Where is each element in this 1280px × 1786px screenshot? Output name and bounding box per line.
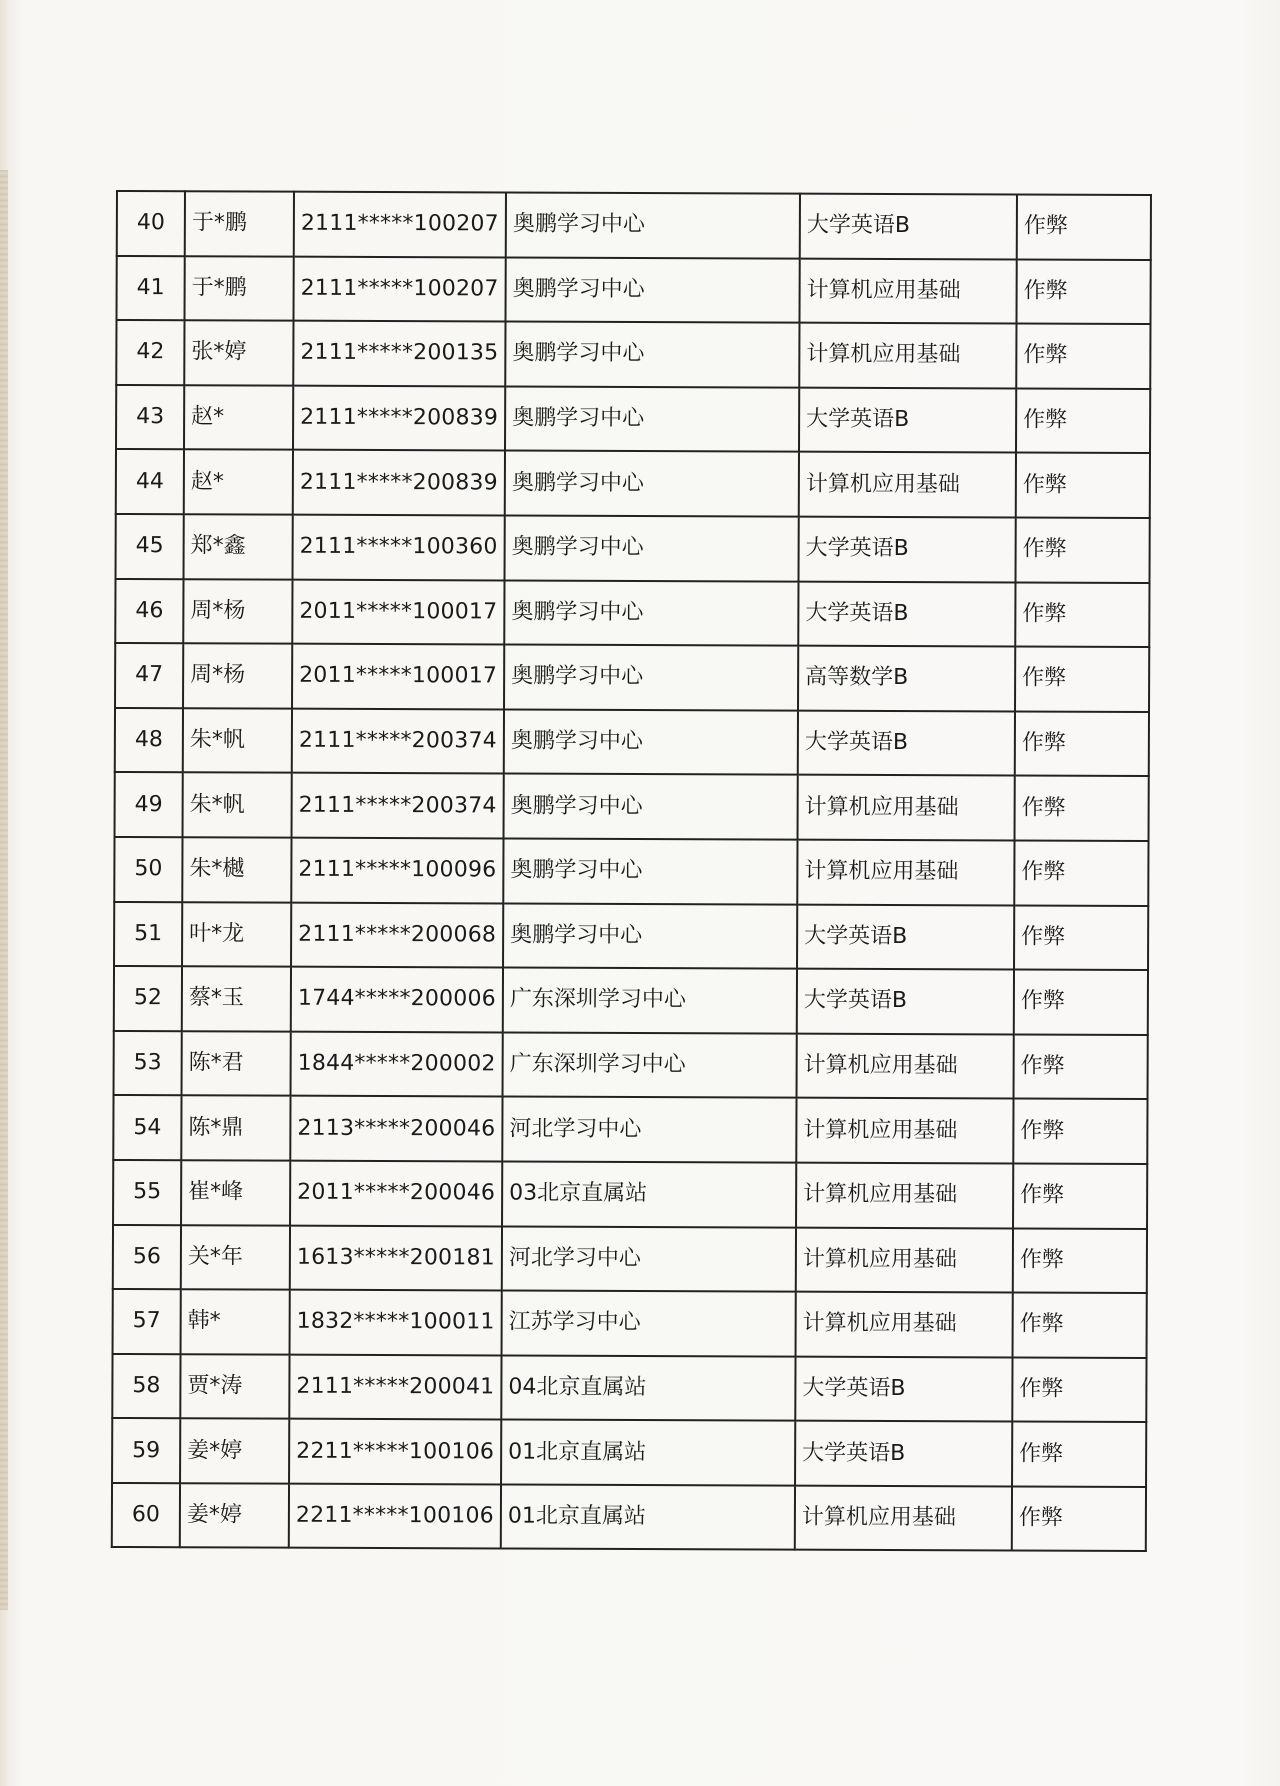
course-cell: 大学英语B — [800, 194, 1017, 259]
name-cell: 贾*涛 — [180, 1354, 289, 1419]
row-number-cell: 51 — [114, 902, 182, 967]
table-row — [115, 643, 1149, 712]
table-row — [113, 1160, 1147, 1229]
student-id-cell: 2111*****100360 — [293, 515, 505, 580]
student-id-cell: 2211*****100106 — [289, 1484, 501, 1549]
violation-cell: 作弊 — [1017, 194, 1151, 259]
violation-cell: 作弊 — [1015, 711, 1149, 776]
course-cell: 大学英语B — [795, 1356, 1012, 1421]
row-number-cell: 45 — [116, 514, 184, 579]
course-cell: 计算机应用基础 — [796, 1163, 1013, 1228]
learning-center-cell: 03北京直属站 — [502, 1161, 796, 1227]
name-cell: 郑*鑫 — [184, 514, 293, 579]
learning-center-cell: 奥鹏学习中心 — [505, 451, 799, 517]
course-cell: 计算机应用基础 — [796, 1292, 1013, 1357]
violation-cell: 作弊 — [1016, 453, 1150, 518]
table-row — [114, 1031, 1148, 1100]
course-cell: 大学英语B — [799, 517, 1016, 582]
violation-cell: 作弊 — [1015, 582, 1149, 647]
course-cell: 计算机应用基础 — [799, 452, 1016, 517]
course-cell: 大学英语B — [798, 710, 1015, 775]
learning-center-cell: 广东深圳学习中心 — [503, 1032, 797, 1098]
student-id-cell: 1832*****100011 — [290, 1290, 502, 1355]
violation-cell: 作弊 — [1012, 1486, 1146, 1551]
violation-cell: 作弊 — [1012, 1357, 1146, 1422]
violation-cell: 作弊 — [1012, 1422, 1146, 1487]
table-row — [113, 1289, 1147, 1358]
table-row — [113, 1224, 1147, 1293]
name-cell: 崔*峰 — [181, 1160, 290, 1225]
violation-cell: 作弊 — [1014, 905, 1148, 970]
violation-cell: 作弊 — [1013, 1163, 1147, 1228]
student-id-cell: 2111*****100207 — [293, 256, 505, 321]
table-row — [114, 966, 1148, 1035]
learning-center-cell: 河北学习中心 — [502, 1097, 796, 1163]
course-cell: 计算机应用基础 — [799, 323, 1016, 388]
violation-cell: 作弊 — [1016, 517, 1150, 582]
row-number-cell: 43 — [116, 385, 184, 450]
student-id-cell: 2111*****100207 — [294, 192, 506, 257]
table-row — [117, 256, 1151, 325]
violation-cell: 作弊 — [1013, 1228, 1147, 1293]
table-row — [116, 449, 1150, 518]
student-id-cell: 2111*****200041 — [289, 1354, 501, 1419]
row-number-cell: 49 — [115, 772, 183, 837]
learning-center-cell: 奥鹏学习中心 — [505, 322, 799, 388]
course-cell: 计算机应用基础 — [796, 1227, 1013, 1292]
paper-edge — [0, 170, 8, 1610]
course-cell: 计算机应用基础 — [798, 775, 1015, 840]
student-id-cell: 2113*****200046 — [290, 1096, 502, 1161]
student-id-cell: 2111*****200839 — [293, 450, 505, 515]
violation-cell: 作弊 — [1014, 970, 1148, 1035]
course-cell: 大学英语B — [797, 904, 1014, 969]
row-number-cell: 60 — [112, 1483, 180, 1548]
learning-center-cell: 奥鹏学习中心 — [504, 709, 798, 775]
table-row — [117, 191, 1151, 260]
violation-cell: 作弊 — [1014, 1034, 1148, 1099]
name-cell: 于*鹏 — [184, 256, 293, 321]
row-number-cell: 48 — [115, 708, 183, 773]
violation-cell: 作弊 — [1014, 840, 1148, 905]
student-id-cell: 2111*****200374 — [292, 773, 504, 838]
learning-center-cell: 01北京直属站 — [501, 1484, 795, 1550]
learning-center-cell: 01北京直属站 — [501, 1420, 795, 1486]
course-cell: 计算机应用基础 — [797, 840, 1014, 905]
name-cell: 周*杨 — [183, 643, 292, 708]
course-cell: 计算机应用基础 — [795, 1485, 1012, 1550]
course-cell: 计算机应用基础 — [796, 1098, 1013, 1163]
violation-cell: 作弊 — [1013, 1293, 1147, 1358]
learning-center-cell: 奥鹏学习中心 — [504, 774, 798, 840]
table-row — [113, 1095, 1147, 1164]
student-id-cell: 2011*****100017 — [292, 579, 504, 644]
course-cell: 大学英语B — [799, 387, 1016, 452]
table-row — [112, 1354, 1146, 1423]
table-row — [116, 320, 1150, 389]
student-id-cell: 2111*****200374 — [292, 708, 504, 773]
student-id-cell: 1613*****200181 — [290, 1225, 502, 1290]
table-row — [116, 514, 1150, 583]
student-id-cell: 2111*****200135 — [293, 321, 505, 386]
violation-cell: 作弊 — [1016, 259, 1150, 324]
table-row — [114, 902, 1148, 971]
course-cell: 计算机应用基础 — [799, 258, 1016, 323]
name-cell: 叶*龙 — [182, 902, 291, 967]
row-number-cell: 47 — [115, 643, 183, 708]
name-cell: 朱*帆 — [183, 708, 292, 773]
row-number-cell: 50 — [114, 837, 182, 902]
name-cell: 赵* — [184, 450, 293, 515]
table-row — [115, 708, 1149, 777]
learning-center-cell: 04北京直属站 — [501, 1355, 795, 1421]
records-sheet — [111, 190, 1112, 1614]
name-cell: 朱*樾 — [182, 837, 291, 902]
learning-center-cell: 河北学习中心 — [502, 1226, 796, 1292]
name-cell: 朱*帆 — [183, 773, 292, 838]
violation-cell: 作弊 — [1015, 776, 1149, 841]
row-number-cell: 44 — [116, 449, 184, 514]
student-id-cell: 1744*****200006 — [291, 967, 503, 1032]
table-row — [115, 579, 1149, 648]
name-cell: 张*婷 — [184, 320, 293, 385]
row-number-cell: 55 — [113, 1160, 181, 1225]
course-cell: 大学英语B — [798, 581, 1015, 646]
learning-center-cell: 奥鹏学习中心 — [503, 903, 797, 969]
learning-center-cell: 奥鹏学习中心 — [504, 580, 798, 646]
course-cell: 高等数学B — [798, 646, 1015, 711]
records-table — [111, 190, 1152, 1552]
table-row — [112, 1418, 1146, 1487]
learning-center-cell: 奥鹏学习中心 — [505, 386, 799, 452]
student-id-cell: 2111*****200839 — [293, 385, 505, 450]
violation-cell: 作弊 — [1015, 647, 1149, 712]
row-number-cell: 58 — [112, 1354, 180, 1419]
course-cell: 大学英语B — [795, 1421, 1012, 1486]
row-number-cell: 56 — [113, 1224, 181, 1289]
student-id-cell: 2211*****100106 — [289, 1419, 501, 1484]
course-cell: 计算机应用基础 — [797, 1033, 1014, 1098]
learning-center-cell: 奥鹏学习中心 — [506, 192, 800, 258]
learning-center-cell: 奥鹏学习中心 — [505, 515, 799, 581]
row-number-cell: 57 — [113, 1289, 181, 1354]
violation-cell: 作弊 — [1016, 324, 1150, 389]
table-row — [115, 772, 1149, 841]
course-cell: 大学英语B — [797, 969, 1014, 1034]
student-id-cell: 2011*****200046 — [290, 1161, 502, 1226]
student-id-cell: 1844*****200002 — [291, 1031, 503, 1096]
learning-center-cell: 广东深圳学习中心 — [503, 968, 797, 1034]
row-number-cell: 41 — [117, 256, 185, 321]
learning-center-cell: 奥鹏学习中心 — [505, 257, 799, 323]
learning-center-cell: 奥鹏学习中心 — [504, 645, 798, 711]
learning-center-cell: 奥鹏学习中心 — [503, 838, 797, 904]
row-number-cell: 46 — [115, 579, 183, 644]
violation-cell: 作弊 — [1013, 1099, 1147, 1164]
row-number-cell: 42 — [116, 320, 184, 385]
name-cell: 陈*君 — [182, 1031, 291, 1096]
records-table-body — [112, 191, 1151, 1551]
name-cell: 姜*婷 — [180, 1419, 289, 1484]
table-row — [112, 1483, 1146, 1552]
name-cell: 韩* — [181, 1289, 290, 1354]
student-id-cell: 2111*****100096 — [291, 838, 503, 903]
student-id-cell: 2011*****100017 — [292, 644, 504, 709]
name-cell: 于*鹏 — [185, 191, 294, 256]
name-cell: 赵* — [184, 385, 293, 450]
row-number-cell: 59 — [112, 1418, 180, 1483]
table-row — [116, 385, 1150, 454]
name-cell: 姜*婷 — [180, 1483, 289, 1548]
name-cell: 周*杨 — [183, 579, 292, 644]
name-cell: 蔡*玉 — [182, 966, 291, 1031]
name-cell: 关*年 — [181, 1225, 290, 1290]
violation-cell: 作弊 — [1016, 388, 1150, 453]
row-number-cell: 40 — [117, 191, 185, 256]
student-id-cell: 2111*****200068 — [291, 902, 503, 967]
name-cell: 陈*鼎 — [181, 1096, 290, 1161]
row-number-cell: 54 — [113, 1095, 181, 1160]
row-number-cell: 53 — [114, 1031, 182, 1096]
learning-center-cell: 江苏学习中心 — [502, 1291, 796, 1357]
table-row — [114, 837, 1148, 906]
row-number-cell: 52 — [114, 966, 182, 1031]
